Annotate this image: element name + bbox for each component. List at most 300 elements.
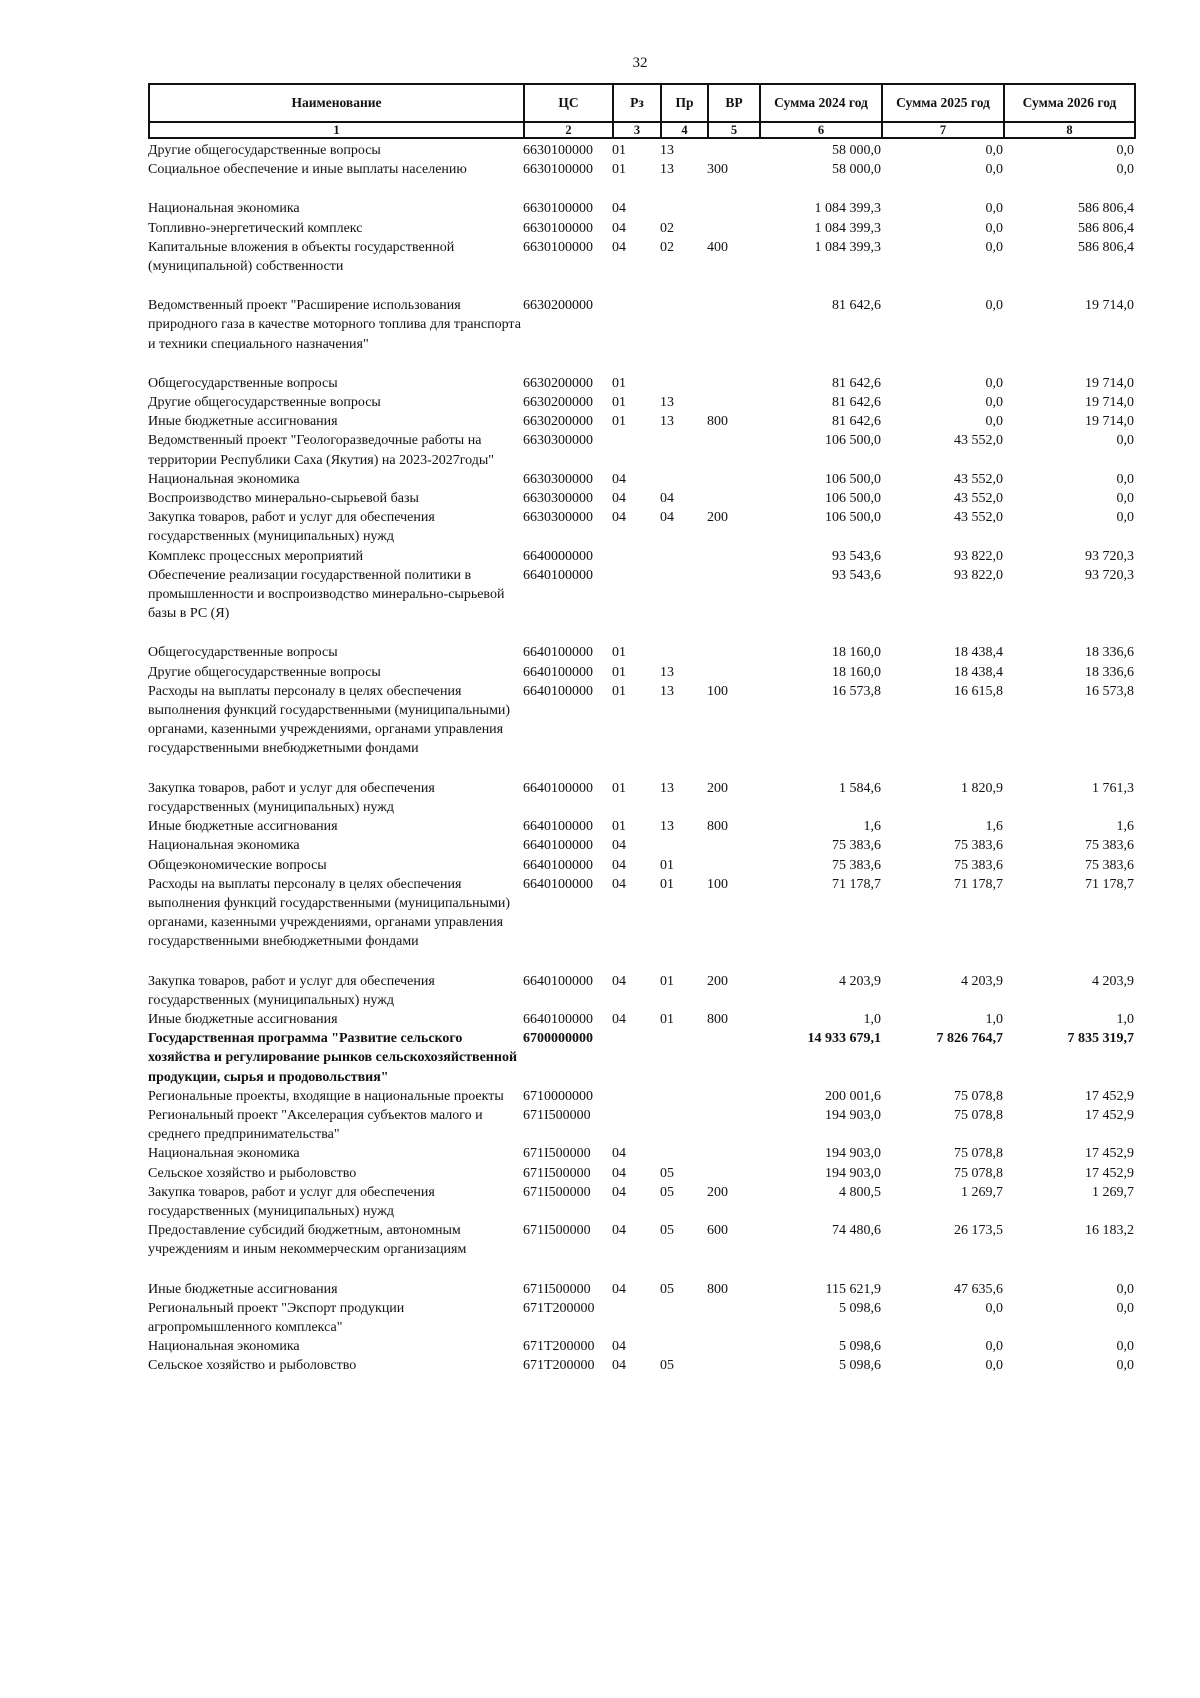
row-expense-type	[707, 856, 759, 875]
row-subsection	[660, 1299, 707, 1337]
row-name: Воспроизводство минерально-сырьевой базы	[148, 491, 419, 507]
row-target-code: 6630100000	[523, 143, 593, 158]
row-section: 04	[612, 491, 626, 507]
row-target-code: 6640100000	[523, 876, 593, 892]
row-section	[612, 1106, 660, 1144]
row-expense-type	[707, 431, 759, 469]
row-name: Национальная экономика	[148, 1339, 300, 1355]
row-sum-2025: 0,0	[985, 1339, 1003, 1355]
row-sum-2026: 0,0	[1116, 1358, 1134, 1374]
col-number-4: 4	[661, 122, 708, 138]
row-target-code: 6640100000	[523, 683, 593, 699]
row-target-code: 6630200000	[523, 414, 593, 430]
row-sum-2025: 16 615,8	[954, 683, 1003, 699]
row-target-code: 671I500000	[523, 1107, 591, 1123]
row-sum-2025: 75 383,6	[954, 838, 1003, 854]
row-sum-2026: 586 806,4	[1078, 220, 1134, 236]
row-sum-2024: 194 903,0	[825, 1107, 881, 1123]
row-name: Иные бюджетные ассигнования	[148, 1281, 338, 1297]
row-subsection: 05	[660, 1165, 674, 1181]
row-sum-2025: 0,0	[985, 1358, 1003, 1374]
row-sum-2026: 1 269,7	[1092, 1184, 1134, 1200]
row-subsection	[660, 1337, 707, 1356]
table-row	[148, 682, 1134, 779]
row-sum-2025: 43 552,0	[954, 433, 1003, 449]
row-name: Расходы на выплаты персоналу в целях обеспечения выполнения функций государственными (муниципальными) органами, казенными учреждениями, органами управления государственными внебюджетными фондами	[148, 683, 511, 757]
row-section: 04	[612, 1146, 626, 1162]
row-section: 01	[612, 414, 626, 430]
row-target-code: 6630200000	[523, 298, 593, 314]
row-name: Ведомственный проект "Геологоразведочные работы на территории Республики Саха (Якутия) на 2023-2027годы"	[148, 433, 494, 468]
row-sum-2025: 0,0	[985, 1300, 1003, 1316]
row-target-code: 671I500000	[523, 1184, 591, 1200]
col-header-cs: ЦС	[524, 84, 613, 122]
row-subsection: 01	[660, 857, 674, 873]
row-expense-type	[707, 1356, 759, 1375]
row-subsection	[660, 836, 707, 855]
row-name: Капитальные вложения в объекты государственной (муниципальной) собственности	[148, 239, 455, 275]
row-name: Сельское хозяйство и рыболовство	[148, 1358, 357, 1374]
row-sum-2026: 0,0	[1116, 162, 1134, 178]
row-subsection	[660, 1144, 707, 1163]
row-sum-2025: 93 822,0	[954, 548, 1003, 564]
row-subsection: 13	[660, 414, 674, 430]
row-sum-2024: 14 933 679,1	[807, 1031, 881, 1047]
row-target-code: 6630100000	[523, 239, 593, 255]
row-sum-2025: 0,0	[985, 414, 1003, 430]
row-sum-2025: 0,0	[985, 162, 1003, 178]
row-name: Обеспечение реализации государственной политики в промышленности и воспроизводство минерально-сырьевой базы в РС (Я)	[148, 567, 505, 622]
row-subsection: 02	[660, 220, 674, 236]
row-sum-2025: 1 269,7	[961, 1184, 1003, 1200]
row-subsection	[660, 199, 707, 218]
row-name: Общегосударственные вопросы	[148, 375, 338, 391]
row-expense-type	[707, 566, 759, 644]
row-name: Национальная экономика	[148, 471, 300, 487]
row-target-code: 671I500000	[523, 1281, 591, 1297]
table-row	[148, 508, 1134, 546]
row-sum-2025: 0,0	[985, 201, 1003, 217]
row-subsection	[660, 374, 707, 393]
row-section: 04	[612, 838, 626, 854]
row-expense-type	[707, 489, 759, 508]
row-sum-2024: 93 543,6	[832, 567, 881, 583]
row-name: Закупка товаров, работ и услуг для обеспечения государственных (муниципальных) нужд	[148, 1184, 435, 1219]
row-subsection	[660, 1029, 707, 1087]
row-sum-2025: 0,0	[985, 375, 1003, 391]
row-sum-2026: 19 714,0	[1085, 395, 1134, 411]
row-sum-2026: 0,0	[1116, 1339, 1134, 1355]
row-subsection: 13	[660, 395, 674, 411]
row-expense-type: 200	[707, 1184, 728, 1200]
row-sum-2026: 19 714,0	[1085, 298, 1134, 314]
row-sum-2025: 1,6	[985, 819, 1003, 835]
row-sum-2024: 115 621,9	[825, 1281, 881, 1297]
row-sum-2025: 4 203,9	[961, 973, 1003, 989]
row-sum-2025: 0,0	[985, 395, 1003, 411]
row-expense-type: 200	[707, 973, 728, 989]
row-target-code: 6640100000	[523, 567, 593, 583]
row-section: 04	[612, 857, 626, 873]
row-name: Расходы на выплаты персоналу в целях обеспечения выполнения функций государственными (муниципальными) органами, казенными учреждениями, органами управления государственными внебюджетными фондами	[148, 876, 511, 950]
row-section: 04	[612, 201, 626, 217]
row-sum-2026: 0,0	[1116, 491, 1134, 507]
row-sum-2025: 26 173,5	[954, 1223, 1003, 1239]
col-number-6: 6	[760, 122, 882, 138]
row-expense-type: 800	[707, 1281, 728, 1297]
row-subsection: 13	[660, 683, 674, 699]
row-sum-2026: 93 720,3	[1085, 548, 1134, 564]
row-target-code: 6630300000	[523, 491, 593, 507]
row-subsection	[660, 431, 707, 469]
row-sum-2026: 16 183,2	[1085, 1223, 1134, 1239]
table-row	[148, 817, 1134, 836]
row-subsection: 13	[660, 819, 674, 835]
row-sum-2026: 71 178,7	[1085, 876, 1134, 892]
row-expense-type	[707, 393, 759, 412]
row-subsection: 13	[660, 664, 674, 680]
row-sum-2024: 18 160,0	[832, 664, 881, 680]
row-sum-2024: 81 642,6	[832, 298, 881, 314]
row-sum-2026: 1,6	[1116, 819, 1134, 835]
row-name: Топливно-энергетический комплекс	[148, 220, 363, 236]
row-sum-2024: 200 001,6	[825, 1088, 881, 1104]
row-target-code: 671I500000	[523, 1223, 591, 1239]
row-target-code: 671T200000	[523, 1300, 595, 1316]
row-expense-type: 200	[707, 510, 728, 526]
col-number-7: 7	[882, 122, 1004, 138]
col-header-pr: Пр	[661, 84, 708, 122]
row-expense-type: 800	[707, 414, 728, 430]
row-name: Другие общегосударственные вопросы	[148, 664, 381, 680]
row-sum-2026: 4 203,9	[1092, 973, 1134, 989]
row-expense-type	[707, 1087, 759, 1106]
row-sum-2024: 71 178,7	[832, 876, 881, 892]
row-subsection: 05	[660, 1184, 674, 1200]
row-sum-2024: 5 098,6	[839, 1339, 881, 1355]
col-header-sum-2024: Сумма 2024 год	[760, 84, 882, 122]
row-section	[612, 1087, 660, 1106]
row-sum-2024: 106 500,0	[825, 471, 881, 487]
row-expense-type: 300	[707, 162, 728, 178]
row-subsection	[660, 296, 707, 374]
table-row	[148, 1299, 1134, 1337]
row-sum-2026: 17 452,9	[1085, 1165, 1134, 1181]
row-name: Общегосударственные вопросы	[148, 645, 338, 661]
row-sum-2025: 1 820,9	[961, 780, 1003, 796]
row-sum-2024: 58 000,0	[832, 143, 881, 158]
row-sum-2025: 18 438,4	[954, 645, 1003, 661]
row-sum-2024: 1,6	[863, 819, 881, 835]
row-section: 04	[612, 973, 626, 989]
table-row	[148, 296, 1134, 374]
row-section: 01	[612, 819, 626, 835]
row-expense-type	[707, 643, 759, 662]
row-expense-type: 600	[707, 1223, 728, 1239]
table-row	[148, 779, 1134, 817]
row-sum-2024: 16 573,8	[832, 683, 881, 699]
row-subsection: 13	[660, 162, 674, 178]
row-section: 04	[612, 1165, 626, 1181]
table-row	[148, 1164, 1134, 1183]
row-sum-2024: 81 642,6	[832, 395, 881, 411]
row-subsection	[660, 643, 707, 662]
row-target-code: 6630300000	[523, 471, 593, 487]
row-target-code: 6640100000	[523, 780, 593, 796]
row-section	[612, 547, 660, 566]
row-target-code: 6630100000	[523, 220, 593, 236]
row-subsection: 05	[660, 1358, 674, 1374]
row-sum-2025: 0,0	[985, 220, 1003, 236]
row-sum-2024: 5 098,6	[839, 1300, 881, 1316]
row-sum-2025: 43 552,0	[954, 510, 1003, 526]
row-expense-type: 800	[707, 819, 728, 835]
row-sum-2026: 0,0	[1116, 143, 1134, 158]
table-row	[148, 856, 1134, 875]
row-sum-2025: 75 078,8	[954, 1165, 1003, 1181]
row-section: 01	[612, 780, 626, 796]
row-sum-2024: 81 642,6	[832, 375, 881, 391]
row-section: 04	[612, 876, 626, 892]
table-row	[148, 374, 1134, 393]
row-name: Иные бюджетные ассигнования	[148, 1011, 338, 1027]
row-sum-2025: 0,0	[985, 239, 1003, 255]
row-name: Государственная программа "Развитие сельского хозяйства и регулирование рынков сельскохозяйственной продукции, сырья и продовольствия"	[148, 1031, 518, 1085]
row-sum-2026: 75 383,6	[1085, 857, 1134, 873]
row-target-code: 6640100000	[523, 664, 593, 680]
row-subsection	[660, 1087, 707, 1106]
row-expense-type	[707, 374, 759, 393]
table-row	[148, 663, 1134, 682]
row-expense-type	[707, 199, 759, 218]
row-sum-2024: 106 500,0	[825, 433, 881, 449]
row-name: Закупка товаров, работ и услуг для обеспечения государственных (муниципальных) нужд	[148, 780, 435, 815]
row-name: Комплекс процессных мероприятий	[148, 548, 364, 564]
row-section: 04	[612, 510, 626, 526]
row-name: Национальная экономика	[148, 201, 300, 217]
row-name: Региональные проекты, входящие в национальные проекты	[148, 1088, 504, 1104]
row-subsection: 01	[660, 876, 674, 892]
table-row	[148, 489, 1134, 508]
row-section: 04	[612, 1358, 626, 1374]
row-section: 01	[612, 375, 626, 391]
row-name: Сельское хозяйство и рыболовство	[148, 1165, 357, 1181]
row-expense-type: 200	[707, 780, 728, 796]
row-subsection: 05	[660, 1223, 674, 1239]
row-section: 04	[612, 1184, 626, 1200]
row-expense-type: 100	[707, 683, 728, 699]
table-row	[148, 219, 1134, 238]
row-section: 01	[612, 162, 626, 178]
row-sum-2026: 17 452,9	[1085, 1088, 1134, 1104]
row-sum-2026: 586 806,4	[1078, 239, 1134, 255]
row-expense-type: 400	[707, 239, 728, 255]
row-name: Региональный проект "Экспорт продукции агропромышленного комплекса"	[148, 1300, 405, 1335]
row-sum-2025: 0,0	[985, 298, 1003, 314]
row-sum-2024: 75 383,6	[832, 838, 881, 854]
row-sum-2024: 106 500,0	[825, 491, 881, 507]
row-target-code: 6630300000	[523, 433, 593, 449]
row-expense-type	[707, 1029, 759, 1087]
row-subsection: 04	[660, 491, 674, 507]
table-row	[148, 1337, 1134, 1356]
budget-table	[148, 141, 1134, 1376]
row-section	[612, 296, 660, 374]
row-sum-2026: 19 714,0	[1085, 375, 1134, 391]
col-number-3: 3	[613, 122, 661, 138]
row-expense-type: 800	[707, 1011, 728, 1027]
col-number-8: 8	[1004, 122, 1135, 138]
row-name: Национальная экономика	[148, 838, 300, 854]
row-sum-2025: 93 822,0	[954, 567, 1003, 583]
row-expense-type	[707, 470, 759, 489]
row-name: Национальная экономика	[148, 1146, 300, 1162]
row-sum-2025: 71 178,7	[954, 876, 1003, 892]
row-name: Общеэкономические вопросы	[148, 857, 327, 873]
row-sum-2024: 58 000,0	[832, 162, 881, 178]
row-expense-type: 100	[707, 876, 728, 892]
table-row	[148, 431, 1134, 469]
row-subsection: 02	[660, 239, 674, 255]
row-target-code: 6630200000	[523, 395, 593, 411]
row-section: 01	[612, 664, 626, 680]
table-row	[148, 1280, 1134, 1299]
row-sum-2024: 1,0	[863, 1011, 881, 1027]
col-header-rz: Рз	[613, 84, 661, 122]
row-sum-2026: 18 336,6	[1085, 645, 1134, 661]
row-sum-2024: 93 543,6	[832, 548, 881, 564]
row-target-code: 6630100000	[523, 201, 593, 217]
col-number-1: 1	[149, 122, 524, 138]
row-sum-2024: 1 584,6	[839, 780, 881, 796]
row-section	[612, 431, 660, 469]
row-expense-type	[707, 1337, 759, 1356]
table-row	[148, 412, 1134, 431]
row-sum-2025: 1,0	[985, 1011, 1003, 1027]
row-sum-2024: 75 383,6	[832, 857, 881, 873]
row-section: 04	[612, 1011, 626, 1027]
row-sum-2026: 7 835 319,7	[1067, 1031, 1134, 1047]
row-sum-2024: 4 800,5	[839, 1184, 881, 1200]
row-sum-2025: 75 078,8	[954, 1146, 1003, 1162]
col-number-2: 2	[524, 122, 613, 138]
row-expense-type	[707, 1106, 759, 1144]
row-sum-2025: 75 078,8	[954, 1107, 1003, 1123]
row-sum-2026: 0,0	[1116, 471, 1134, 487]
row-sum-2026: 0,0	[1116, 1300, 1134, 1316]
table-row	[148, 1356, 1134, 1375]
row-target-code: 6640000000	[523, 548, 593, 564]
row-expense-type	[707, 836, 759, 855]
row-target-code: 6640100000	[523, 1011, 593, 1027]
row-section	[612, 566, 660, 644]
row-section: 04	[612, 1339, 626, 1355]
row-sum-2026: 75 383,6	[1085, 838, 1134, 854]
row-sum-2025: 43 552,0	[954, 491, 1003, 507]
row-name: Закупка товаров, работ и услуг для обеспечения государственных (муниципальных) нужд	[148, 973, 435, 1008]
table-row	[148, 199, 1134, 218]
row-section: 04	[612, 1223, 626, 1239]
row-sum-2026: 0,0	[1116, 433, 1134, 449]
row-expense-type	[707, 296, 759, 374]
col-header-name: Наименование	[149, 84, 524, 122]
row-sum-2024: 5 098,6	[839, 1358, 881, 1374]
row-name: Другие общегосударственные вопросы	[148, 143, 381, 158]
row-section: 04	[612, 220, 626, 236]
row-subsection	[660, 566, 707, 644]
row-section	[612, 1029, 660, 1087]
table-row	[148, 547, 1134, 566]
table-row	[148, 141, 1134, 160]
table-row	[148, 1106, 1134, 1144]
row-subsection: 13	[660, 780, 674, 796]
row-sum-2025: 7 826 764,7	[936, 1031, 1003, 1047]
row-target-code: 6640100000	[523, 857, 593, 873]
row-target-code: 671T200000	[523, 1339, 595, 1355]
row-section: 04	[612, 239, 626, 255]
row-target-code: 6630200000	[523, 375, 593, 391]
row-subsection	[660, 470, 707, 489]
row-section: 04	[612, 471, 626, 487]
table-header	[148, 83, 1136, 139]
row-sum-2024: 18 160,0	[832, 645, 881, 661]
table-row	[148, 393, 1134, 412]
row-sum-2025: 0,0	[985, 143, 1003, 158]
row-section: 01	[612, 143, 626, 158]
col-number-5: 5	[708, 122, 760, 138]
row-target-code: 6640100000	[523, 645, 593, 661]
row-name: Социальное обеспечение и иные выплаты населению	[148, 162, 467, 178]
row-name: Предоставление субсидий бюджетным, автономным учреждениям и иным некоммерческим организациям	[148, 1223, 467, 1258]
row-sum-2026: 17 452,9	[1085, 1107, 1134, 1123]
row-sum-2026: 16 573,8	[1085, 683, 1134, 699]
row-name: Ведомственный проект "Расширение использования природного газа в качестве моторного топлива для транспорта и техники специального назначения"	[148, 298, 521, 352]
table-row	[148, 1183, 1134, 1221]
row-name: Иные бюджетные ассигнования	[148, 414, 338, 430]
row-sum-2024: 4 203,9	[839, 973, 881, 989]
row-sum-2026: 93 720,3	[1085, 567, 1134, 583]
row-sum-2026: 17 452,9	[1085, 1146, 1134, 1162]
row-sum-2026: 19 714,0	[1085, 414, 1134, 430]
row-sum-2026: 0,0	[1116, 510, 1134, 526]
row-target-code: 671T200000	[523, 1358, 595, 1374]
row-expense-type	[707, 663, 759, 682]
table-row	[148, 1010, 1134, 1029]
row-sum-2025: 43 552,0	[954, 471, 1003, 487]
col-header-sum-2026: Сумма 2026 год	[1004, 84, 1135, 122]
row-target-code: 6700000000	[523, 1031, 593, 1047]
row-sum-2025: 47 635,6	[954, 1281, 1003, 1297]
row-section: 01	[612, 683, 626, 699]
page-number: 32	[632, 55, 648, 71]
row-subsection: 05	[660, 1281, 674, 1297]
table-row	[148, 566, 1134, 644]
row-sum-2026: 586 806,4	[1078, 201, 1134, 217]
table-row	[148, 875, 1134, 972]
col-header-vr: ВР	[708, 84, 760, 122]
row-expense-type	[707, 1299, 759, 1337]
row-section: 01	[612, 645, 626, 661]
row-sum-2024: 1 084 399,3	[814, 201, 881, 217]
row-target-code: 6710000000	[523, 1088, 593, 1104]
row-subsection: 04	[660, 510, 674, 526]
row-expense-type	[707, 547, 759, 566]
row-target-code: 671I500000	[523, 1146, 591, 1162]
table-row	[148, 160, 1134, 199]
table-row	[148, 470, 1134, 489]
row-sum-2024: 194 903,0	[825, 1165, 881, 1181]
row-target-code: 671I500000	[523, 1165, 591, 1181]
